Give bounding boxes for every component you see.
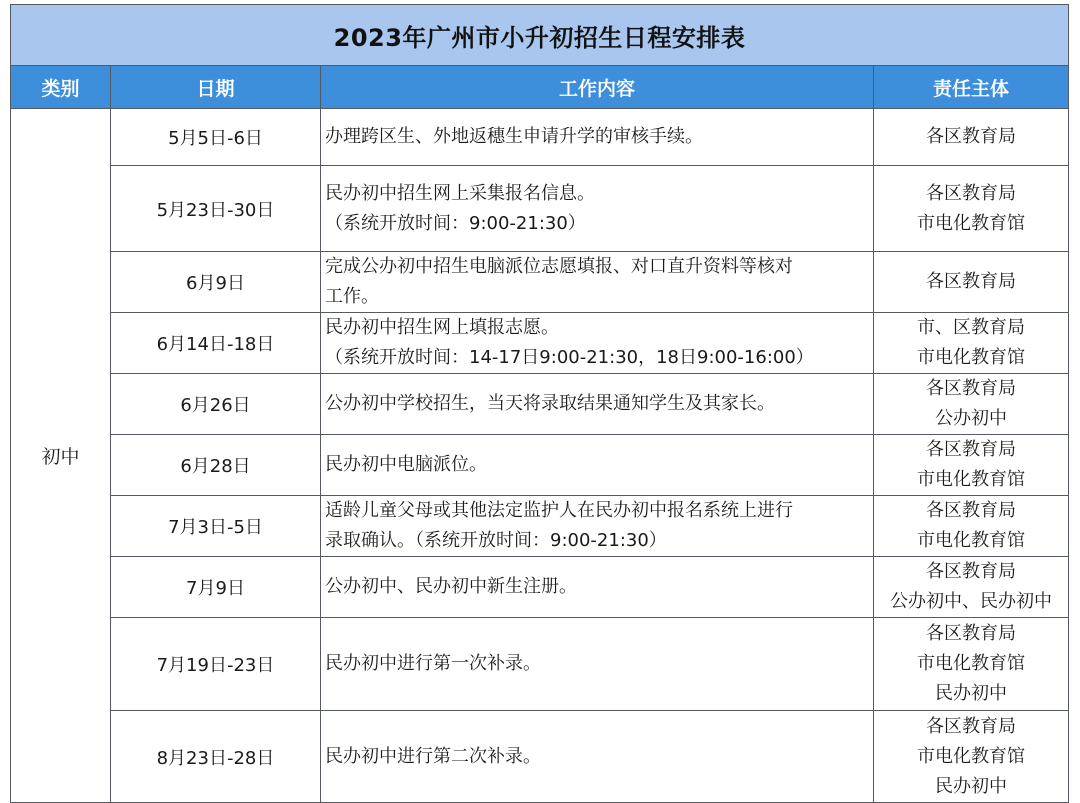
responsible-line: 市电化教育馆 [917,745,1026,767]
responsible-line: 各区教育局 [926,500,1017,521]
responsible-line: 各区教育局 [926,378,1017,399]
content-cell [321,313,874,374]
table-row [11,435,1069,496]
responsible-line: 各区教育局 [926,271,1017,292]
header-content: 工作内容 [321,66,874,109]
content-cell [321,711,874,803]
responsible-line: 市电化教育馆 [917,212,1026,234]
content-line: 公办初中、民办初中新生注册。 [325,576,577,597]
content-line: 录取确认。（系统开放时间：9:00-21:30） [325,530,667,551]
responsible-cell [874,618,1069,711]
responsible-cell [874,435,1069,496]
date-cell: 5月23日-30日 [111,166,321,252]
date-cell: 8月23日-28日 [111,711,321,803]
responsible-line: 各区教育局 [926,439,1017,460]
content-cell [321,557,874,618]
table-title: 2023年广州市小升初招生日程安排表 [11,5,1069,66]
category-cell: 初中 [11,109,111,803]
date-cell: 7月19日-23日 [111,618,321,711]
content-cell [321,496,874,557]
date-cell: 6月26日 [111,374,321,435]
table-row [11,618,1069,711]
responsible-line: 公办初中、民办初中 [890,591,1053,612]
content-line: 民办初中进行第一次补录。 [325,653,541,674]
responsible-cell [874,166,1069,252]
responsible-line: 各区教育局 [926,561,1017,582]
table-row [11,711,1069,803]
responsible-cell [874,109,1069,166]
responsible-cell [874,374,1069,435]
date-cell: 6月28日 [111,435,321,496]
content-cell [321,109,874,166]
responsible-cell [874,313,1069,374]
content-line: 民办初中招生网上采集报名信息。 [325,182,595,204]
content-line: （系统开放时间：14-17日9:00-21:30，18日9:00-16:00） [325,347,814,368]
content-line: 民办初中电脑派位。 [325,454,487,475]
table-body [11,109,1069,803]
responsible-cell [874,496,1069,557]
responsible-line: 公办初中 [935,408,1008,429]
header-responsible: 责任主体 [874,66,1069,109]
responsible-cell [874,557,1069,618]
header-category: 类别 [11,66,111,109]
responsible-line: 市、区教育局 [917,317,1026,338]
content-line: 公办初中学校招生，当天将录取结果通知学生及其家长。 [325,393,775,414]
header-date: 日期 [111,66,321,109]
table-row [11,557,1069,618]
table-row [11,166,1069,252]
content-line: 民办初中招生网上填报志愿。 [325,317,559,338]
table-row [11,313,1069,374]
date-cell: 7月3日-5日 [111,496,321,557]
content-line: （系统开放时间：9:00-21:30） [325,212,586,234]
table-row [11,374,1069,435]
responsible-line: 民办初中 [935,775,1008,797]
content-cell [321,435,874,496]
content-line: 民办初中进行第二次补录。 [325,745,541,767]
content-cell [321,166,874,252]
responsible-cell [874,252,1069,313]
date-cell: 7月9日 [111,557,321,618]
date-cell: 6月14日-18日 [111,313,321,374]
schedule-table [10,4,1069,803]
table-row [11,252,1069,313]
responsible-line: 各区教育局 [926,182,1017,204]
content-line: 适龄儿童父母或其他法定监护人在民办初中报名系统上进行 [325,500,793,521]
content-cell [321,374,874,435]
table-row [11,496,1069,557]
content-cell [321,252,874,313]
responsible-line: 各区教育局 [926,623,1017,644]
content-line: 完成公办初中招生电脑派位志愿填报、对口直升资料等核对 [325,256,793,277]
responsible-line: 民办初中 [935,683,1008,704]
schedule-document [10,4,1068,795]
responsible-line: 市电化教育馆 [917,653,1026,674]
responsible-cell [874,711,1069,803]
content-cell [321,618,874,711]
date-cell: 5月5日-6日 [111,109,321,166]
content-line: 工作。 [325,286,379,307]
table-row [11,109,1069,166]
responsible-line: 市电化教育馆 [917,530,1026,551]
responsible-line: 市电化教育馆 [917,347,1026,368]
responsible-line: 市电化教育馆 [917,469,1026,490]
date-cell: 6月9日 [111,252,321,313]
responsible-line: 各区教育局 [926,126,1017,147]
responsible-line: 各区教育局 [926,715,1017,737]
content-line: 办理跨区生、外地返穗生申请升学的审核手续。 [325,126,703,147]
